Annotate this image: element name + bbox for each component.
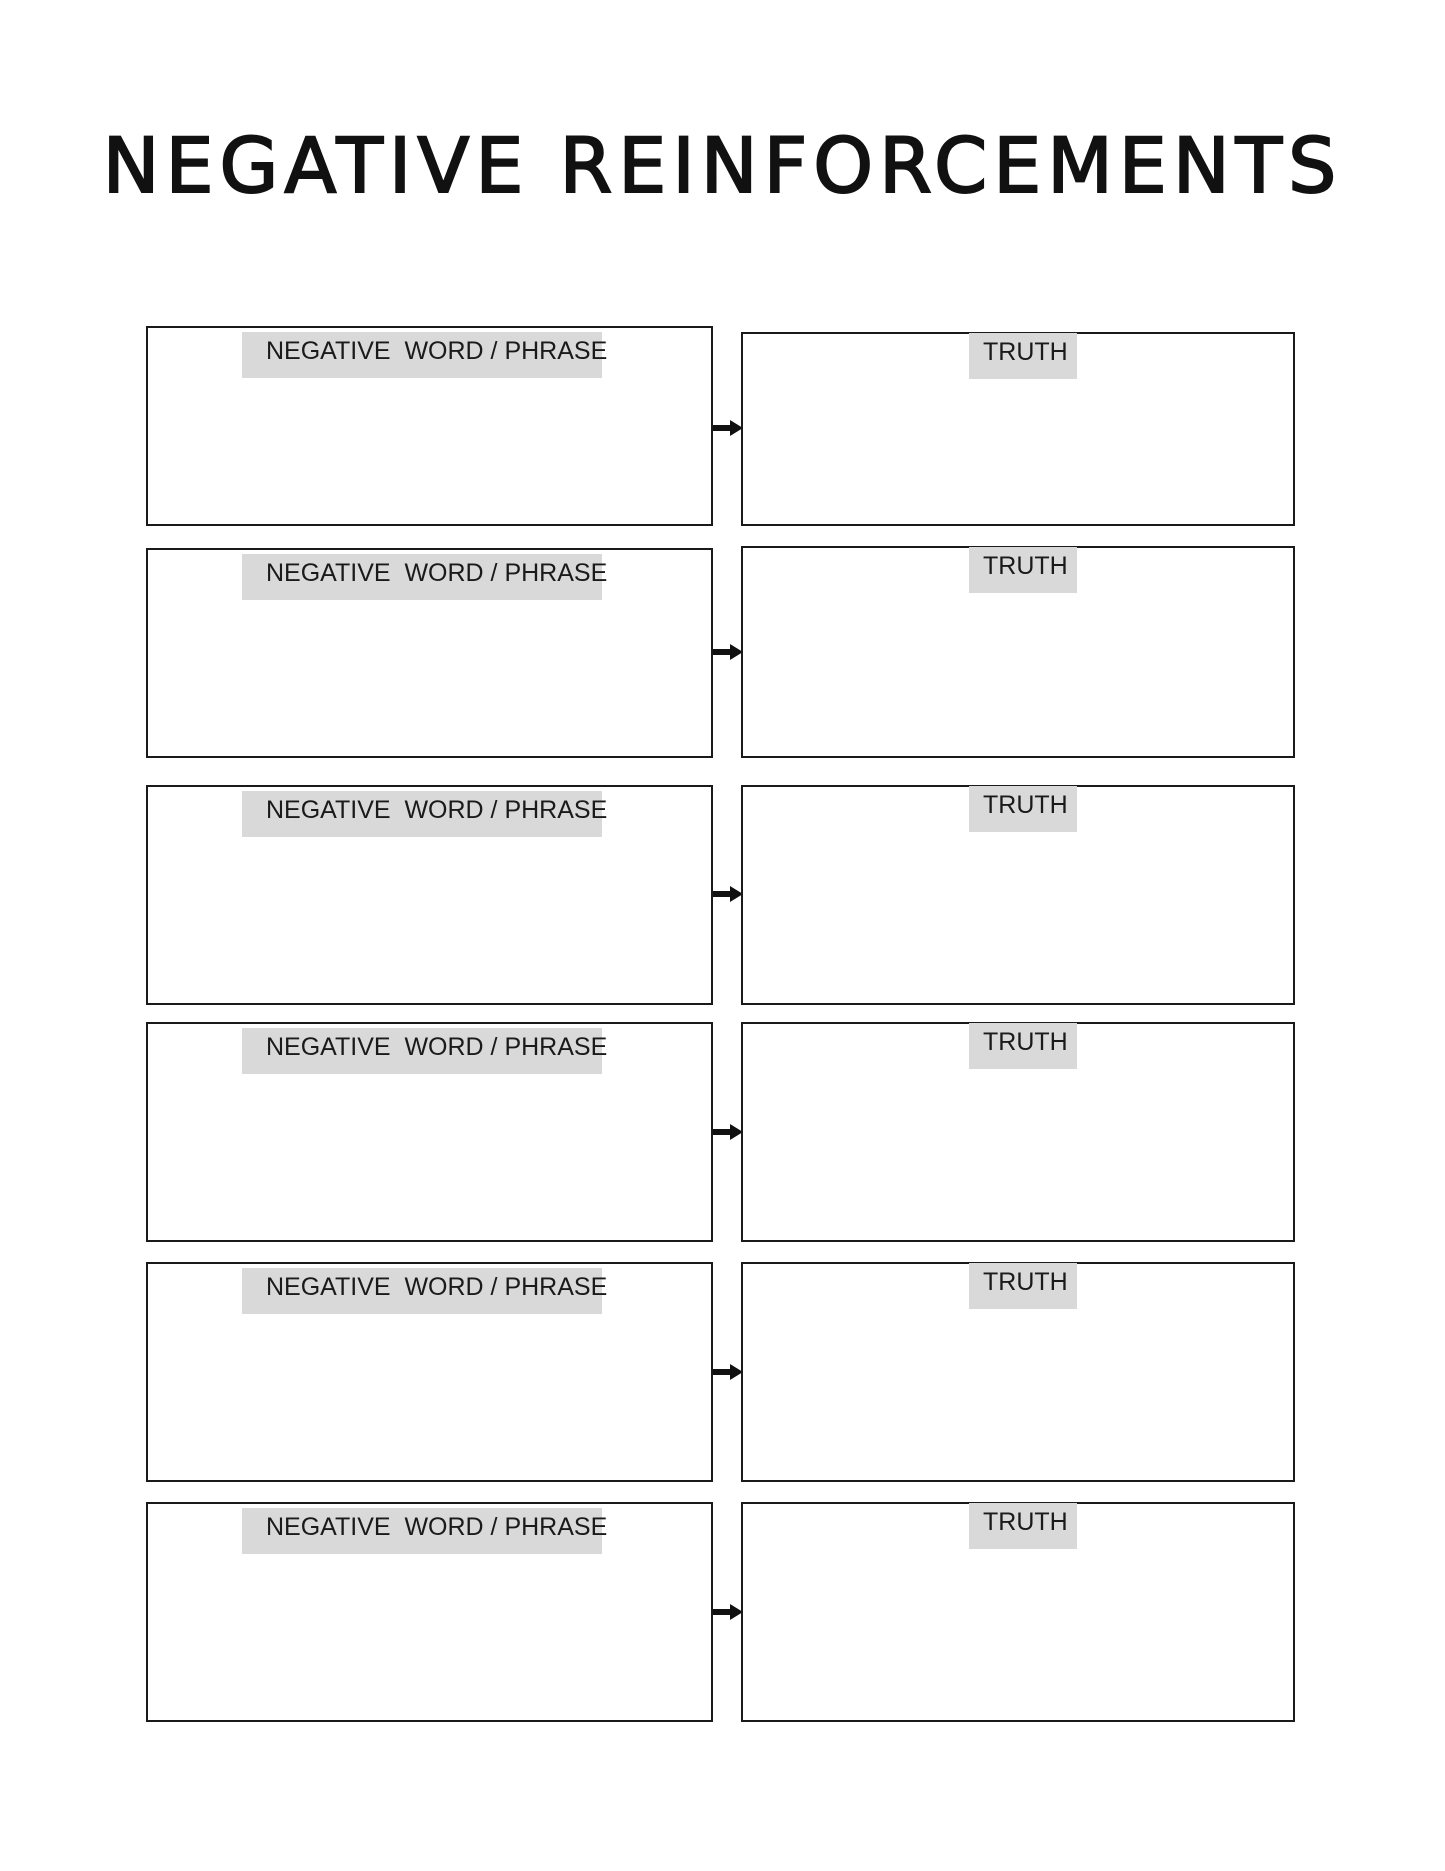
truth-label: TRUTH	[969, 1503, 1077, 1549]
truth-label: TRUTH	[969, 333, 1077, 379]
negative-phrase-box-4[interactable]	[146, 1022, 713, 1242]
truth-box-2[interactable]	[741, 546, 1295, 758]
arrow-right-icon	[713, 1604, 743, 1620]
truth-box-6[interactable]	[741, 1502, 1295, 1722]
truth-box-3[interactable]	[741, 785, 1295, 1005]
truth-box-4[interactable]	[741, 1022, 1295, 1242]
negative-phrase-label: NEGATIVE WORD / PHRASE	[242, 1268, 602, 1314]
negative-phrase-label: NEGATIVE WORD / PHRASE	[242, 332, 602, 378]
negative-phrase-box-2[interactable]	[146, 548, 713, 758]
arrow-right-icon	[713, 644, 743, 660]
negative-phrase-label: NEGATIVE WORD / PHRASE	[242, 554, 602, 600]
truth-label: TRUTH	[969, 786, 1077, 832]
arrow-right-icon	[713, 1364, 743, 1380]
negative-phrase-box-1[interactable]	[146, 326, 713, 526]
arrow-right-icon	[713, 886, 743, 902]
page-title: NEGATIVE REINFORCEMENTS	[102, 121, 1343, 210]
negative-phrase-label: NEGATIVE WORD / PHRASE	[242, 791, 602, 837]
negative-phrase-box-5[interactable]	[146, 1262, 713, 1482]
truth-box-1[interactable]	[741, 332, 1295, 526]
arrow-right-icon	[713, 420, 743, 436]
negative-phrase-label: NEGATIVE WORD / PHRASE	[242, 1508, 602, 1554]
truth-label: TRUTH	[969, 1023, 1077, 1069]
truth-box-5[interactable]	[741, 1262, 1295, 1482]
negative-phrase-box-3[interactable]	[146, 785, 713, 1005]
truth-label: TRUTH	[969, 547, 1077, 593]
negative-phrase-label: NEGATIVE WORD / PHRASE	[242, 1028, 602, 1074]
negative-phrase-box-6[interactable]	[146, 1502, 713, 1722]
arrow-right-icon	[713, 1124, 743, 1140]
truth-label: TRUTH	[969, 1263, 1077, 1309]
